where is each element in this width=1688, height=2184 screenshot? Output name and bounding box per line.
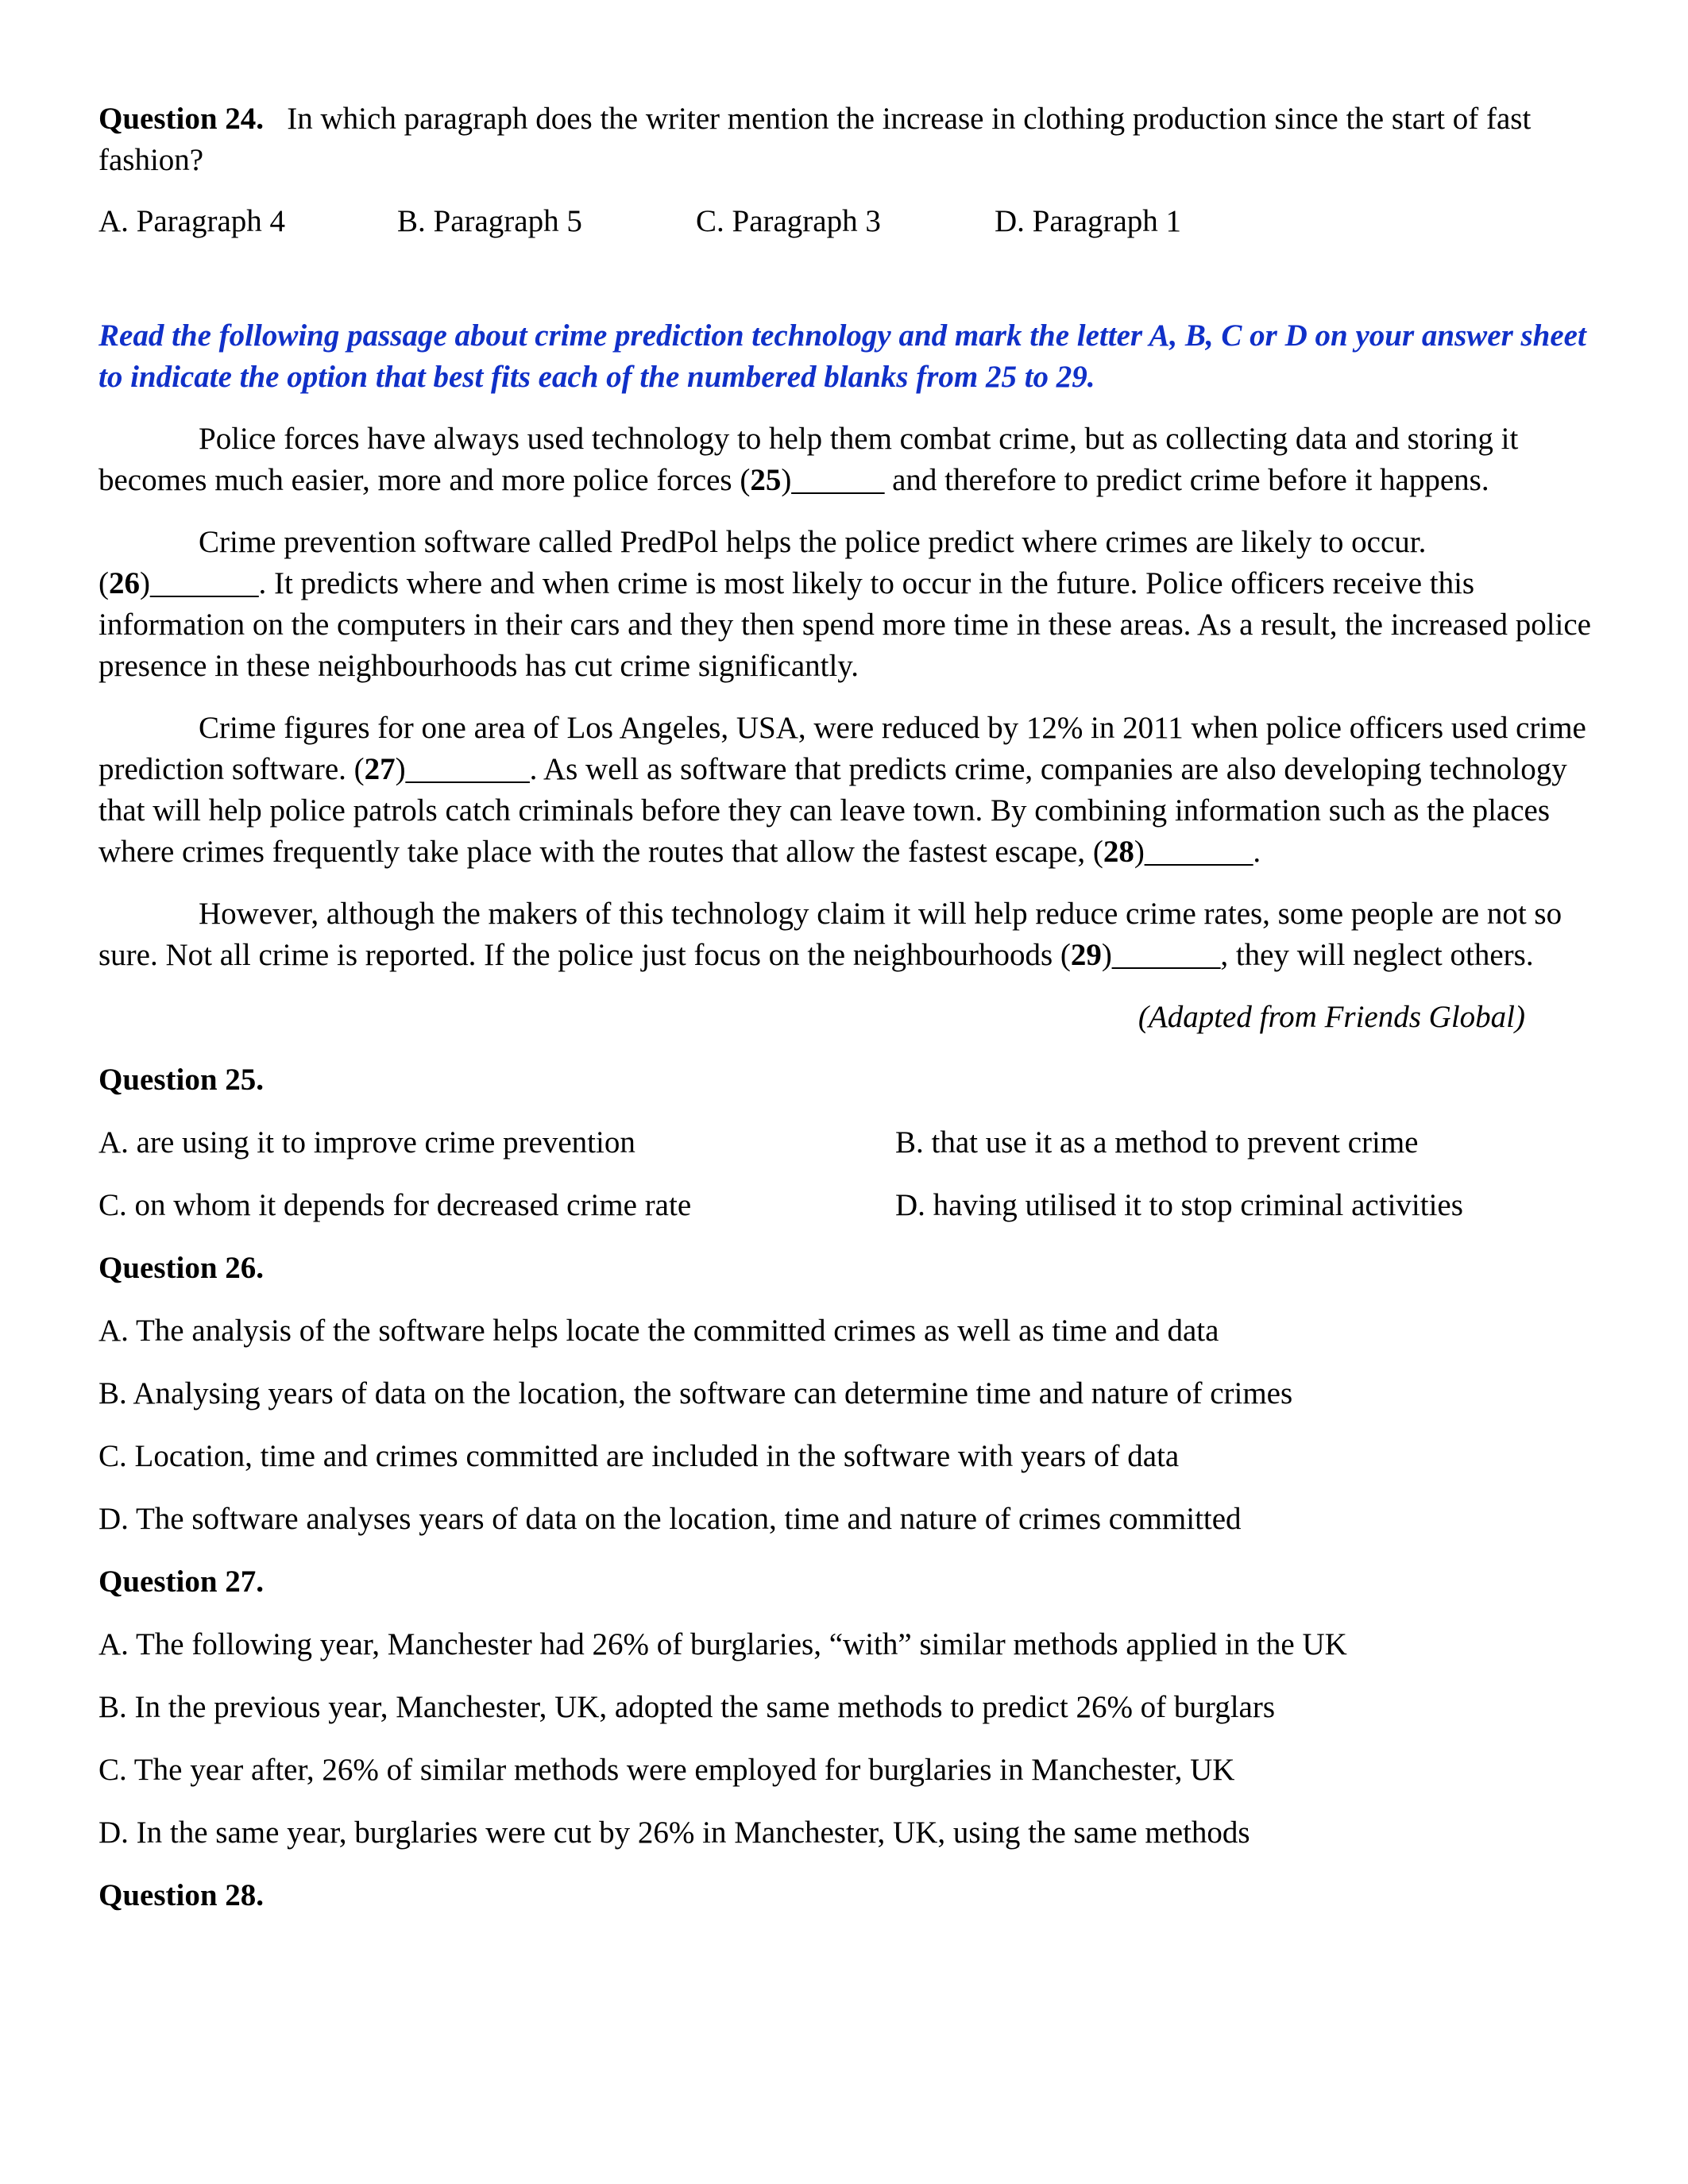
q26-option-b: B. Analysing years of data on the location, the software can determine time and nature of crimes [98, 1376, 1293, 1410]
q27-option-a: A. The following year, Manchester had 26% of burglaries, “with” similar methods applied in the UK [98, 1627, 1347, 1661]
q24-option-c: C. Paragraph 3 [696, 204, 881, 238]
q27-option-b: B. In the previous year, Manchester, UK, adopted the same methods to predict 26% of burglars [98, 1690, 1276, 1724]
document-page [98, 98, 1592, 1938]
q26-option-d: D. The software analyses years of data on the location, time and nature of crimes committed [98, 1502, 1242, 1536]
passage-paragraph-4 [98, 893, 1592, 976]
passage-text: )________. As well as software that predicts crime, companies are also developing technology that will help police patrols catch criminals before they can leave town. By combining information such as the places where crimes frequently take place with the routes that allow the fastest escape, ( [98, 752, 1567, 869]
blank-number-28: 28 [1103, 835, 1134, 869]
passage-text: Police forces have always used technology to help them combat crime, but as collecting data and storing it becomes much easier, more and more police forces ( [98, 422, 1519, 497]
q26-option-a: A. The analysis of the software helps locate the committed crimes as well as time and data [98, 1314, 1219, 1348]
passage-paragraph-2 [98, 522, 1592, 687]
passage-paragraph-3 [98, 708, 1592, 873]
q26-option-c: C. Location, time and crimes committed are included in the software with years of data [98, 1439, 1180, 1473]
blank-number-26: 26 [109, 566, 140, 600]
question-25-label: Question 25. [98, 1063, 265, 1097]
q25-options-row-1 [98, 1122, 1592, 1163]
passage-paragraph-1 [98, 419, 1592, 501]
passage-text: )_______, they will neglect others. [1101, 938, 1534, 972]
q25-option-b: B. that use it as a method to prevent crime [895, 1125, 1419, 1160]
q24-option-a: A. Paragraph 4 [98, 204, 286, 238]
question-26-label: Question 26. [98, 1251, 265, 1285]
passage-text: However, although the makers of this technology claim it will help reduce crime rates, some people are not so sure. Not all crime is reported. If the police just focus on the neighbourhoods ( [98, 897, 1562, 972]
q24-option-b: B. Paragraph 5 [397, 204, 582, 238]
question-24-options [98, 201, 1592, 242]
blank-number-25: 25 [750, 463, 782, 497]
passage-text: )_______. [1134, 835, 1261, 869]
question-24 [98, 98, 1592, 181]
q24-option-d: D. Paragraph 1 [995, 204, 1182, 238]
q25-options-row-2 [98, 1185, 1592, 1226]
reading-instruction: Read the following passage about crime prediction technology and mark the letter A, B, C or D on your answer sheet to indicate the option that best fits each of the numbered blanks from 25 to 29. [98, 318, 1586, 394]
q25-option-c: C. on whom it depends for decreased crime rate [98, 1188, 692, 1222]
q25-option-a: A. are using it to improve crime prevention [98, 1125, 635, 1160]
question-27-label: Question 27. [98, 1565, 265, 1599]
blank-number-29: 29 [1070, 938, 1102, 972]
q27-option-d: D. In the same year, burglaries were cut by 26% in Manchester, UK, using the same methods [98, 1815, 1250, 1850]
question-24-label: Question 24. [98, 102, 265, 136]
passage-text: Crime figures for one area of Los Angeles, USA, were reduced by 12% in 2011 when police officers used crime prediction software. ( [98, 711, 1586, 786]
question-24-text: In which paragraph does the writer mention the increase in clothing production since the start of fast fashion? [98, 102, 1532, 177]
blank-number-27: 27 [364, 752, 396, 786]
passage-text: )______ and therefore to predict crime before it happens. [781, 463, 1489, 497]
q27-option-c: C. The year after, 26% of similar methods were employed for burglaries in Manchester, UK [98, 1753, 1235, 1787]
passage-text: )_______. It predicts where and when crime is most likely to occur in the future. Police officers receive this information on the computers in their cars and they then spend more time in these areas. As a result, the increased police presence in these neighbourhoods has cut crime significantly. [98, 566, 1591, 683]
passage-text: Crime prevention software called PredPol helps the police predict where crimes are likely to occur. ( [98, 525, 1427, 600]
question-28-label: Question 28. [98, 1878, 265, 1912]
passage-source: (Adapted from Friends Global) [1138, 1000, 1525, 1034]
q25-option-d: D. having utilised it to stop criminal activities [895, 1188, 1463, 1222]
